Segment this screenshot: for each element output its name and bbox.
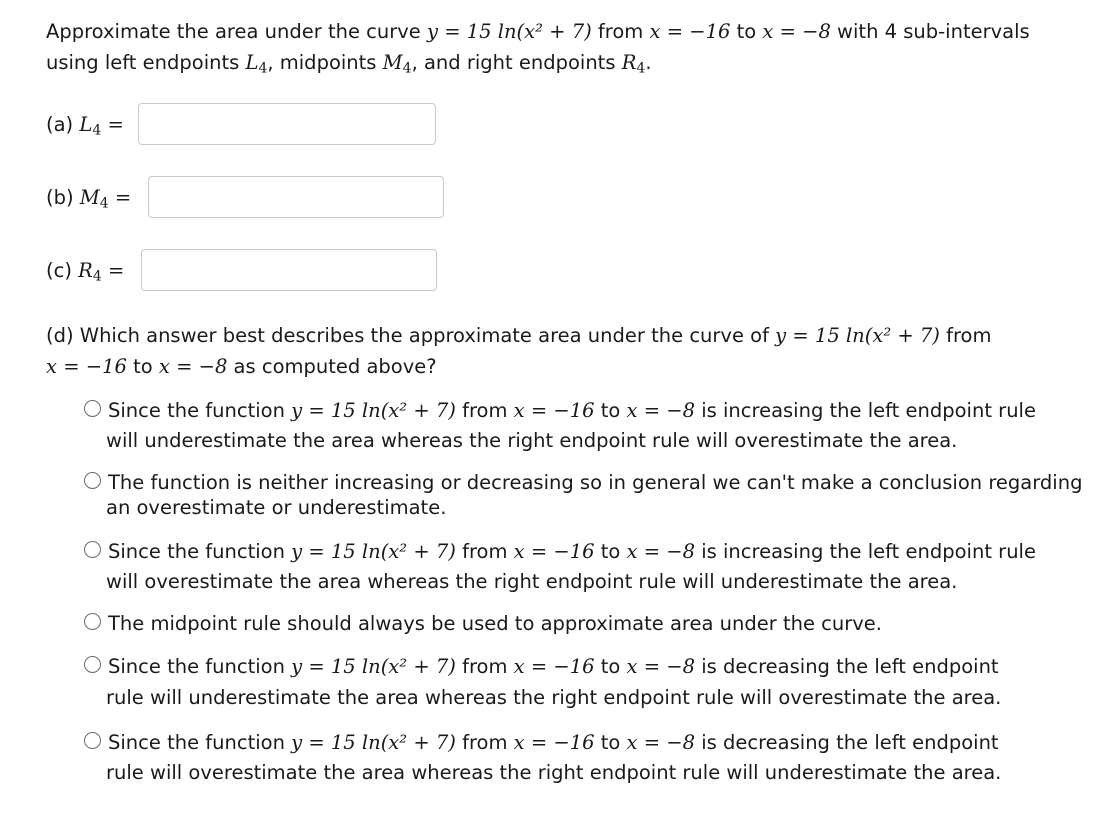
part-c-label: (c) $R_4$ = bbox=[46, 259, 125, 285]
radio-option-1[interactable] bbox=[84, 400, 101, 417]
radio-option-2[interactable] bbox=[84, 472, 101, 489]
answer-input-m4[interactable] bbox=[148, 176, 444, 218]
option-5-line-2: rule will underestimate the area whereas the right endpoint rule will overestimate the area. bbox=[106, 686, 1002, 709]
radio-option-4[interactable] bbox=[84, 613, 101, 630]
option-1-line-2: will underestimate the area whereas the right endpoint rule will overestimate the area. bbox=[106, 429, 958, 452]
question-d-line-1: (d) Which answer best describes the approximate area under the curve of y = 15 ln(x² + 7) from bbox=[46, 324, 992, 347]
question-d bbox=[46, 320, 1066, 382]
option-1-line-1: Since the function y = 15 ln(x² + 7) from x = −16 to x = −8 is increasing the left endpoint rule bbox=[108, 399, 1036, 422]
part-b-label: (b) $M_4$ = bbox=[46, 186, 132, 212]
option-6-line-2: rule will overestimate the area whereas the right endpoint rule will underestimate the area. bbox=[106, 761, 1002, 784]
answer-input-l4[interactable] bbox=[138, 103, 436, 145]
option-2-line-2: an overestimate or underestimate. bbox=[106, 496, 447, 519]
intro-line-2: using left endpoints $L_4$, midpoints $M_4$, and right endpoints $R_4$. bbox=[46, 51, 652, 77]
radio-option-5[interactable] bbox=[84, 656, 101, 673]
option-3-line-1: Since the function y = 15 ln(x² + 7) from x = −16 to x = −8 is increasing the left endpoint rule bbox=[108, 540, 1036, 563]
function-expr: y = 15 ln(x² + 7) bbox=[426, 20, 592, 43]
option-2-line-1: The function is neither increasing or decreasing so in general we can't make a conclusion regarding bbox=[108, 471, 1083, 494]
option-6-line-1: Since the function y = 15 ln(x² + 7) from x = −16 to x = −8 is decreasing the left endpoint bbox=[108, 731, 999, 754]
option-5-line-1: Since the function y = 15 ln(x² + 7) from x = −16 to x = −8 is decreasing the left endpoint bbox=[108, 655, 999, 678]
problem-statement bbox=[46, 16, 1091, 85]
question-d-line-2: x = −16 to x = −8 as computed above? bbox=[46, 355, 437, 378]
radio-option-3[interactable] bbox=[84, 541, 101, 558]
radio-option-6[interactable] bbox=[84, 732, 101, 749]
option-3-line-2: will overestimate the area whereas the right endpoint rule will underestimate the area. bbox=[106, 570, 958, 593]
option-4-line-1: The midpoint rule should always be used to approximate area under the curve. bbox=[108, 612, 882, 635]
answer-input-r4[interactable] bbox=[141, 249, 437, 291]
part-a-label: (a) $L_4$ = bbox=[46, 113, 124, 139]
intro-line-1: Approximate the area under the curve y = 15 ln(x² + 7) from x = −16 to x = −8 with 4 sub-intervals bbox=[46, 20, 1030, 43]
